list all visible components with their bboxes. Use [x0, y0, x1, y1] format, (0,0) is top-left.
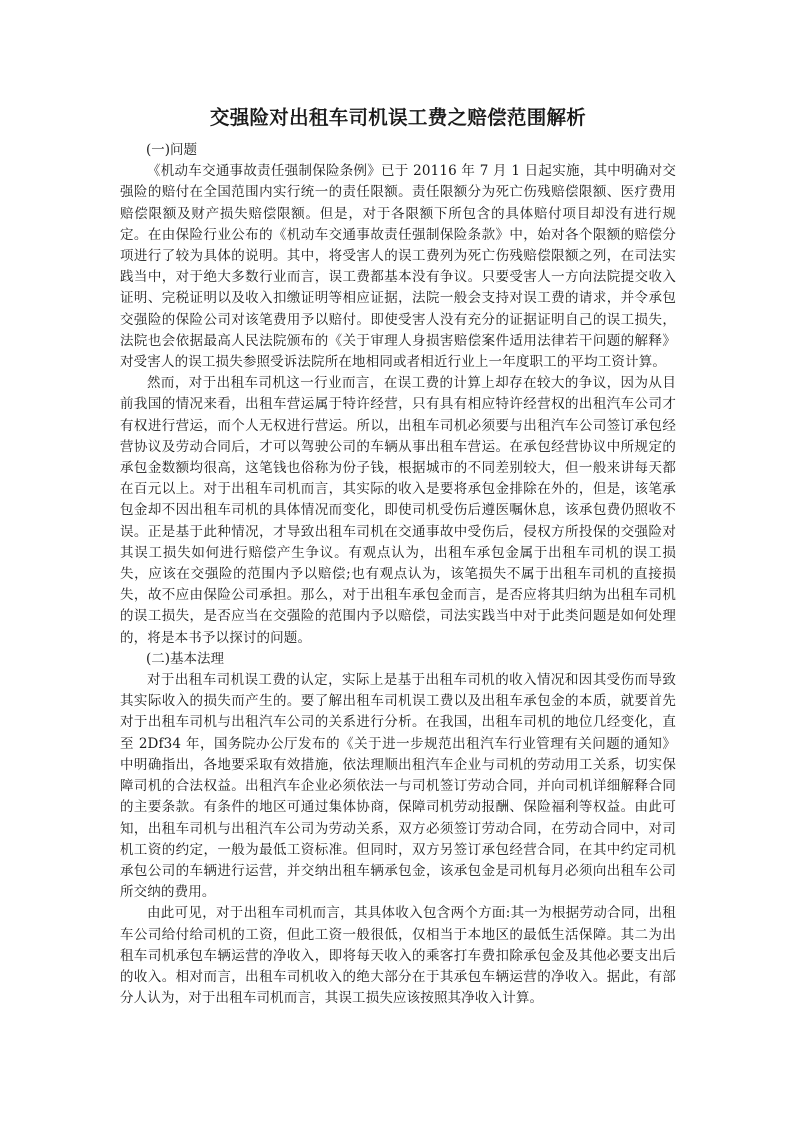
paragraph: 然而，对于出租车司机这一行业而言，在误工费的计算上却存在较大的争议，因为从目前我国的情况来看，出租车营运属于特许经营，只有具有相应特许经营权的出租汽车公司才有权进行营运，而个人无权进行营运。所以，出租车司机必须要与出租汽车公司签订承包经营协议及劳动合同后，才可以驾驶公司的车辆从事出租车营运。在承包经营协议中所规定的承包金数额均很高，这笔钱也俗称为份子钱，根据城市的不同差别较大，但一般来讲每天都在百元以上。对于出租车司机而言，其实际的收入是要将承包金排除在外的，但是，该笔承包金却不因出租车司机的具体情况而变化，即使司机受伤后遵医嘱休息，该承包费仍照收不误。正是基于此种情况，才导致出租车司机在交通事故中受伤后，侵权方所投保的交强险对其误工损失如何进行赔偿产生争议。有观点认为，出租车承包金属于出租车司机的误工损失，应该在交强险的范围内予以赔偿;也有观点认为，该笔损失不属于出租车司机的直接损失，故不应由保险公司承担。那么，对于出租车承包金而言，是否应将其归纳为出租车司机的误工损失，是否应当在交强险的范围内予以赔偿，司法实践当中对于此类问题是如何处理的，将是本书予以探讨的问题。	[120, 375, 676, 646]
paragraph: 由此可见，对于出租车司机而言，其具体收入包含两个方面:其一为根据劳动合同，出租车公司给付给司机的工资，但此工资一般很低，仅相当于本地区的最低生活保障。其二为出租车司机承包车辆运营的净收入，即将每天收入的乘客打车费扣除承包金及其他必要支出后的收入。相对而言，出租车司机收入的绝大部分在于其承包车辆运营的净收入。据此，有部分人认为，对于出租车司机而言，其误工损失应该按照其净收入计算。	[120, 905, 676, 1007]
document-title: 交强险对出租车司机误工费之赔偿范围解析	[209, 106, 587, 129]
section-heading-problem: (一)问题	[146, 142, 198, 158]
section-heading-legal-theory: (二)基本法理	[146, 650, 225, 667]
document-page	[120, 104, 676, 1009]
paragraph: 《机动车交通事故责任强制保险条例》已于 20116 年 7 月 1 日起实施，其中明确对交强险的赔付在全国范围内实行统一的责任限额。责任限额分为死亡伤残赔偿限额、医疗费用赔偿限额及财产损失赔偿限额。但是，对于各限额下所包含的具体赔付项目却没有进行规定。在由保险行业公布的《机动车交通事故责任强制保险条款》中，始对各个限额的赔偿分项进行了较为具体的说明。其中，将受害人的误工费列为死亡伤残赔偿限额之列，在司法实践当中，对于绝大多数行业而言，误工费都基本没有争议。只要受害人一方向法院提交收入证明、完税证明以及收入扣缴证明等相应证据，法院一般会支持对误工费的请求，并令承包交强险的保险公司对该笔费用予以赔付。即使受害人没有充分的证据证明自己的误工损失，法院也会依据最高人民法院颁布的《关于审理人身损害赔偿案件适用法律若干问题的解释》对受害人的误工损失参照受诉法院所在地相同或者相近行业上一年度职工的平均工资计算。	[120, 163, 676, 371]
paragraph: 对于出租车司机误工费的认定，实际上是基于出租车司机的收入情况和因其受伤而导致其实际收入的损失而产生的。要了解出租车司机误工费以及出租车承包金的本质，就要首先对于出租车司机与出租汽车公司的关系进行分析。在我国，出租车司机的地位几经变化，直至 2Df34 年，国务院办公厅发布的《关于进一步规范出租汽车行业管理有关问题的通知》中明确指出，各地要采取有效措施，依法理顺出租汽车企业与司机的劳动用工关系，切实保障司机的合法权益。出租汽车企业必须依法一与司机签订劳动合同，并向司机详细解释合同的主要条款。有条件的地区可通过集体协商，保障司机劳动报酬、保险福利等权益。由此可知，出租车司机与出租汽车公司为劳动关系，双方必须签订劳动合同，在劳动合同中，对司机工资的约定，一般为最低工资标准。但同时，双方另签订承包经营合同，在其中约定司机承包公司的车辆进行运营，并交纳出租车辆承包金，该承包金是司机每月必须向出租车公司所交纳的费用。	[120, 672, 676, 901]
